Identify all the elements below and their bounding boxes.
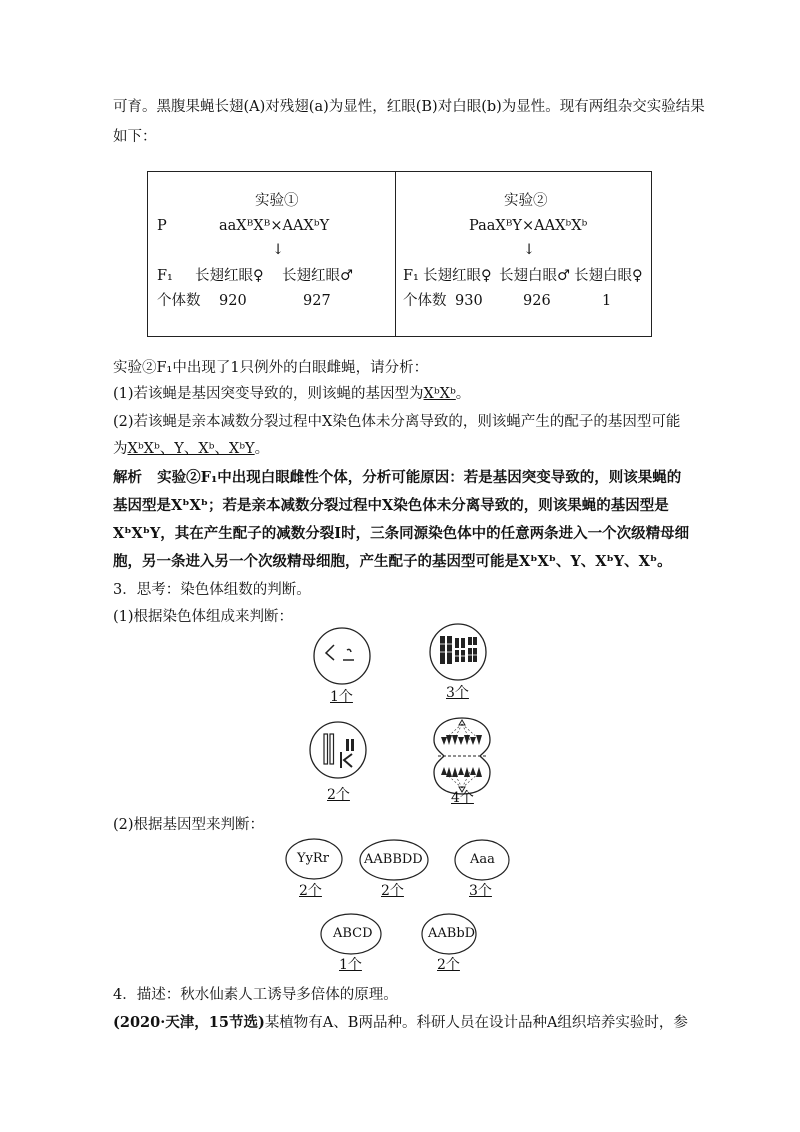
experiment-1-count-label: 个体数	[157, 293, 201, 309]
experiment-2-f1-red-female: 长翅红眼♀	[423, 268, 492, 284]
question-1-end: 。	[455, 386, 471, 402]
experiment-2-cell	[396, 172, 652, 336]
analysis-line-1	[113, 468, 681, 488]
intro-line-1: 可育。黑腹果蝇长翅(A)对残翅(a)为显性，红眼(B)对白眼(b)为显性。现有两组杂交实验结果	[113, 99, 705, 115]
question-1-answer: XᵇXᵇ	[423, 386, 456, 402]
experiment-2-title: 实验②	[504, 193, 548, 209]
section-3-sub-2: (2)根据基因型来判断：	[113, 817, 265, 833]
genotype-label-yyrr: YyRr	[297, 851, 329, 866]
section-4-body: 某植物有A、B两品种。科研人员在设计品种A组织培养实验时，参	[264, 1015, 688, 1031]
experiment-1-cross: aaXᴮXᴮ×AAXᵇY	[219, 218, 330, 234]
question-intro: 实验②F₁中出现了1只例外的白眼雌蝇，请分析：	[113, 360, 429, 376]
intro-line-2: 如下：	[113, 129, 157, 145]
question-2-answer: XᵇXᵇ、Y、Xᵇ、XᵇY	[127, 441, 255, 457]
question-2-text: 为	[113, 441, 128, 457]
question-2-end: 。	[254, 441, 270, 457]
experiment-2-f1-white-male: 长翅白眼♂	[499, 268, 570, 284]
experiment-2-cross: PaaXᴮY×AAXᵇXᵇ	[469, 218, 588, 234]
analysis-line-2: 基因型是XᵇXᵇ；若是亲本减数分裂过程中X染色体未分离导致的，则该果蝇的基因型是	[113, 497, 669, 514]
experiment-1-f1-male: 长翅红眼♂	[282, 268, 353, 284]
genotype-caption-aabbd: 2个	[437, 957, 460, 973]
experiment-1-cell	[148, 172, 395, 336]
cell-three-sets	[430, 624, 486, 680]
genotype-label-aabbd: AABbD	[428, 926, 476, 941]
section-3-sub-1: (1)根据染色体组成来判断：	[113, 609, 294, 625]
experiment-2-f1-white-female: 长翅白眼♀	[574, 268, 643, 284]
question-1-text: (1)若该蝇是基因突变导致的，则该蝇的基因型为	[113, 386, 424, 402]
genotype-caption-aabbdd: 2个	[381, 883, 404, 899]
experiment-2-arrow: ↓	[523, 242, 536, 258]
cell-one-caption: 1个	[330, 689, 353, 705]
experiment-1-f1-label: F₁	[157, 268, 173, 284]
experiment-2-count-white-female: 1	[602, 293, 612, 309]
experiment-1-count-male: 927	[303, 293, 331, 309]
chromosome-cell-diagrams	[0, 620, 800, 820]
analysis-line-3: XᵇXᵇY，其在产生配子的减数分裂Ⅰ时，三条同源染色体中的任意两条进入一个次级精母细	[113, 525, 690, 542]
section-4-text	[113, 1013, 688, 1033]
experiment-table	[147, 171, 652, 337]
experiment-1-count-female: 920	[219, 293, 247, 309]
cell-four-sets	[434, 718, 490, 794]
genotype-caption-yyrr: 2个	[299, 883, 322, 899]
cell-one-set	[314, 628, 370, 684]
cell-two-sets	[310, 722, 366, 778]
experiment-2-f1-label: F₁	[403, 268, 419, 284]
genotype-label-aaa: Aaa	[470, 852, 495, 867]
genotype-label-aabbdd: AABBDD	[364, 852, 423, 867]
experiment-2-count-white-male: 926	[523, 293, 551, 309]
analysis-text-1: 实验②F₁中出现白眼雌性个体，分析可能原因：若是基因突变导致的，则该果蝇的	[157, 469, 682, 486]
experiment-2-count-red-female: 930	[455, 293, 483, 309]
genotype-caption-aaa: 3个	[469, 883, 492, 899]
section-4-source: (2020·天津，15节选)	[113, 1014, 265, 1031]
experiment-1-title: 实验①	[255, 193, 299, 209]
question-1	[113, 384, 470, 404]
cell-four-caption: 4个	[451, 790, 474, 806]
experiment-1-arrow: ↓	[272, 242, 285, 258]
genotype-caption-abcd: 1个	[339, 957, 362, 973]
analysis-line-4: 胞，另一条进入另一个次级精母细胞，产生配子的基因型可能是XᵇXᵇ、Y、XᵇY、Xᵇ。	[113, 553, 672, 570]
experiment-2-count-label: 个体数	[403, 293, 447, 309]
question-2-line-2	[113, 439, 269, 459]
section-3-title: 3．思考：染色体组数的判断。	[113, 582, 311, 598]
analysis-label: 解析	[113, 469, 142, 486]
experiment-1-f1-female: 长翅红眼♀	[195, 268, 264, 284]
question-2-line-1: (2)若该蝇是亲本减数分裂过程中X染色体未分离导致的，则该蝇产生的配子的基因型可能	[113, 414, 681, 430]
cell-three-caption: 3个	[446, 685, 469, 701]
section-4-title: 4．描述：秋水仙素人工诱导多倍体的原理。	[113, 987, 398, 1003]
experiment-1-p-label: P	[157, 218, 167, 234]
cell-two-caption: 2个	[327, 787, 350, 803]
genotype-label-abcd: ABCD	[333, 926, 373, 941]
